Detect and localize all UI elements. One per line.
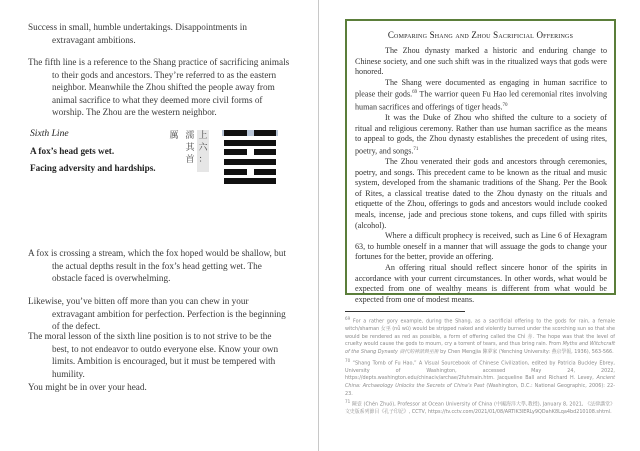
footnote-ref-71[interactable]: 71 [413,146,419,152]
line-segment [224,149,247,155]
paragraph-fifth-line [28,56,290,119]
chinese-character: 其 [185,143,195,153]
chinese-character: ： [198,155,208,165]
chinese-column-2 [184,130,196,166]
chinese-character: 首 [185,155,195,165]
footnote-number: 71 [345,399,351,405]
sixth-line-meaning: Facing adversity and hardships. [30,163,156,173]
text: 陳壹 (Chén Zhuó), Professor at Ocean University of China (中國海洋大學,教授), January 8, 2021, 《法律講堂》文史版系列節目《孔子印記》, CCTV, https://tv.cctv.com/2021/01/08/ARTIK3lERLy9QDahK8Lqa4bd210108.shtml. [345,401,615,416]
paragraph-success [28,21,290,46]
footnote-71 [345,398,615,417]
footnote-separator [345,311,465,312]
line-segment [254,149,276,155]
chinese-column-3 [168,130,180,142]
paragraph-fox [28,247,290,285]
chinese-character: 六 [198,143,208,153]
text: by Chen Mengjia 陳夢家 (Yenching University: 燕京學報, 1936), 563-566. [438,349,614,355]
paragraph-text: The fifth line is a reference to the Shang practice of sacrificing animals to their gods and ancestors. They’re referred to as the eastern neighbor. Meanwhile the Zhou shifted the people away from animal sacrifice to what they deemed more civil forms of worship. The Zhou are the western neighbor. [28,57,290,118]
text: The warrior queen Fu Hao led ceremonial rites involving human sacrifices and offerings of tiger heads. [355,90,607,112]
line-segment [254,169,276,175]
sixth-line-title: Sixth Line [30,128,69,139]
box-title: Comparing Shang and Zhou Sacrificial Offerings [387,30,574,40]
yang-line [222,159,278,165]
text: (Washington, D.C.: National Geographic, 2006): 22-23. [345,383,616,397]
paragraph-likewise [28,295,290,333]
chinese-character: 上 [198,131,208,141]
line-segment [224,169,247,175]
footnote-number: 69 [345,316,351,321]
line-segment [254,130,276,136]
box-paragraph: An offering ritual should reflect sincere honor of the spirits in accordance with your current circumstances. In other words, what would be expected from one of wealthy means is different from what would be expected from one of modest means. [355,262,607,304]
paragraph-text: The moral lesson of the sixth line position is to not strive to be the best, to not endeavor to outdo everyone else. Know your own limits. Ambition is encouraged, but it must be tempered with humility. [28,331,279,379]
line-segment [224,130,247,136]
box-paragraph [355,113,607,157]
box-paragraph: The Zhou dynasty marked a historic and enduring change to Chinese society, and one such shift was in the ritualized ways that gods were honored. [355,46,607,77]
box-paragraph: Where a difficult prophecy is received, such as Line 6 of Hexagram 63, to humble oneself in a manner that will assuage the gods to change your fortunes for the better, provide an offering. [355,231,607,262]
text: For a rather gory example, during the Shang, as a sacrificial offering to the gods for rain, a female witch/shaman 女巫 (nǚ wū) would be stripped naked and violently burned under the scorching sun so that she would be rendered as red as possible, a form of offering called the Chì 赤. The hope was that the level of cruelty would cause the gods to mourn, cry a torrent of tears, and thus bring rain. From [345,318,615,348]
box-body [355,46,607,305]
paragraph-moral [28,330,290,380]
box-paragraph [355,78,607,113]
sixth-line-text: A fox’s head gets wet. [30,146,115,156]
yin-line [222,130,278,136]
text: The Shang were documented as engaging in human sacrifice to please their gods. [355,77,607,100]
footnote-70 [345,357,615,399]
line-segment [224,178,276,184]
chinese-character: 濡 [185,131,195,141]
paragraph-text: You might be in over your head. [28,382,147,392]
footnote-ref-69[interactable]: 69 [412,90,418,96]
footnote-number: 70 [345,357,351,363]
chinese-character: 厲 [169,131,179,141]
left-page [0,0,319,451]
paragraph-text: A fox is crossing a stream, which the fox hoped would be shallow, but the actual depths result in the fox’s head getting wet. The obstacle faced is overwhelming. [28,248,286,284]
chinese-column-1 [197,130,209,172]
citation-title: Myths and Witchcraft of the Shang Dynasty 商代的神話與巫術 [345,341,615,355]
yang-line [222,140,278,146]
paragraph-text: Likewise, you’ve bitten off more than you can chew in your extravagant ambition for perfection. Perfection is the beginning of the defect. [28,296,286,332]
footnote-69 [345,315,615,357]
sidebar-box [345,19,616,304]
footnote-ref-70[interactable]: 70 [502,102,508,108]
citation-title: Ancient China: Archaeology Unlocks the Secrets of China’s Past [345,375,615,389]
text: “Shang Tomb of Fu Hao,” A Visual Sourcebook of Chinese Civilization, edited by Patricia Buckley Ebrey, University of Washington, accessed May 24, 2022, https://depts.washington.edu/chinaciv/archae/2fuhmain.htm. Jacqueline Ball and Richard H. Levey, [345,360,615,382]
yin-line [222,149,278,155]
box-paragraph: The Zhou venerated their gods and ancestors through ceremonies, poetry, and songs. This precedent came to be known as the ritual and music system, developed from the shamanic traditions of the Shang. Per the Book of Rites, a classical treatise dated to the Zhou dynasty on the rituals and etiquette of the Zhou, offerings to gods and ancestors would include cooked meals, incense, jade and precious stone tokens, and cups filled with spirits (alcohol). [355,157,607,230]
paragraph-text: Success in small, humble undertakings. Disappointments in extravagant ambitions. [28,22,247,45]
right-page [319,0,640,451]
yin-line [222,169,278,175]
hexagram-63 [222,130,278,188]
footnotes [345,315,615,417]
paragraph-conclusion [28,381,290,394]
line-segment [224,140,276,146]
text: It was the Duke of Zhou who shifted the culture to a society of ritual and religious ceremony. Rather than use human sacrifice as the means to appeal to gods, the Zhou dynasty establishes the precedent of using rites, poetry, and songs. [355,112,607,156]
line-segment [224,159,276,165]
yang-line [222,178,278,184]
